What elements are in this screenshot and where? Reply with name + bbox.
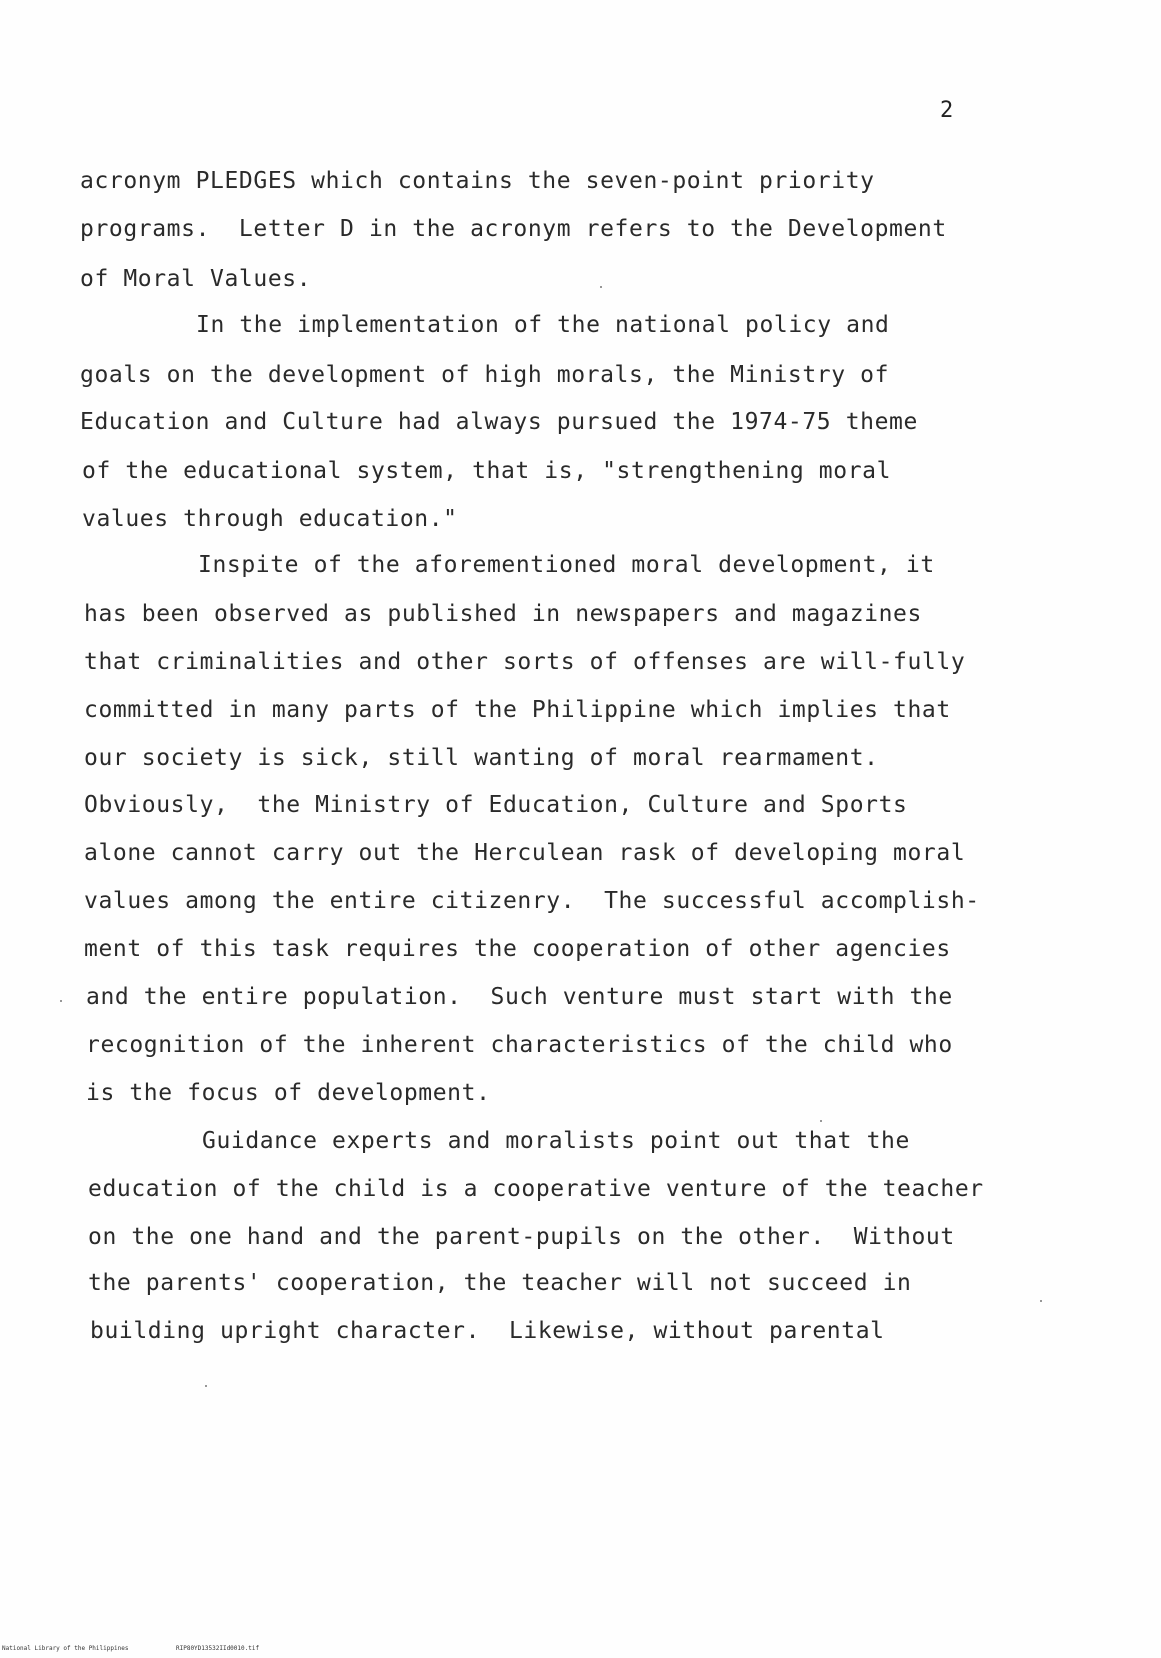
scan-speck bbox=[60, 1000, 62, 1002]
text-line: is the focus of development. bbox=[86, 1080, 491, 1106]
text-line: Guidance experts and moralists point out that the bbox=[202, 1128, 910, 1154]
text-line: education of the child is a cooperative venture of the teacher bbox=[88, 1176, 984, 1202]
text-line: that criminalities and other sorts of offenses are will-fully bbox=[84, 649, 966, 675]
text-line: of Moral Values. bbox=[80, 266, 312, 292]
text-line: has been observed as published in newspapers and magazines bbox=[84, 601, 922, 627]
footer-filename: RIP80YD13532IId0010.tif bbox=[176, 1645, 260, 1652]
text-line: ment of this task requires the cooperation of other agencies bbox=[84, 936, 951, 962]
text-line: values among the entire citizenry. The successful accomplish- bbox=[84, 888, 980, 914]
text-line: acronym PLEDGES which contains the seven-point priority bbox=[80, 168, 875, 194]
text-line: goals on the development of high morals, the Ministry of bbox=[80, 362, 890, 388]
text-line: Education and Culture had always pursued the 1974-75 theme bbox=[80, 409, 918, 435]
footer-library: National Library of the Philippines bbox=[2, 1645, 129, 1652]
text-line: In the implementation of the national policy and bbox=[196, 312, 890, 338]
scan-speck bbox=[820, 1120, 822, 1122]
text-line: alone cannot carry out the Herculean rask of developing moral bbox=[84, 840, 966, 866]
text-line: of the educational system, that is, "strengthening moral bbox=[82, 458, 892, 484]
page-number: 2 bbox=[940, 98, 954, 123]
scan-speck bbox=[205, 1385, 207, 1387]
text-line: building upright character. Likewise, without parental bbox=[90, 1318, 885, 1344]
text-line: the parents' cooperation, the teacher will not succeed in bbox=[88, 1270, 912, 1296]
scan-speck bbox=[1040, 1300, 1042, 1302]
scan-speck bbox=[600, 286, 602, 288]
text-line: recognition of the inherent characteristics of the child who bbox=[86, 1032, 953, 1058]
text-line: Inspite of the aforementioned moral development, it bbox=[198, 552, 935, 578]
text-line: and the entire population. Such venture must start with the bbox=[86, 984, 953, 1010]
text-line: our society is sick, still wanting of moral rearmament. bbox=[84, 745, 879, 771]
text-line: on the one hand and the parent-pupils on the other. Without bbox=[88, 1224, 955, 1250]
text-line: programs. Letter D in the acronym refers to the Development bbox=[80, 216, 947, 242]
text-line: committed in many parts of the Philippine which implies that bbox=[84, 697, 951, 723]
text-line: values through education." bbox=[82, 506, 458, 532]
text-line: Obviously, the Ministry of Education, Culture and Sports bbox=[84, 792, 908, 818]
